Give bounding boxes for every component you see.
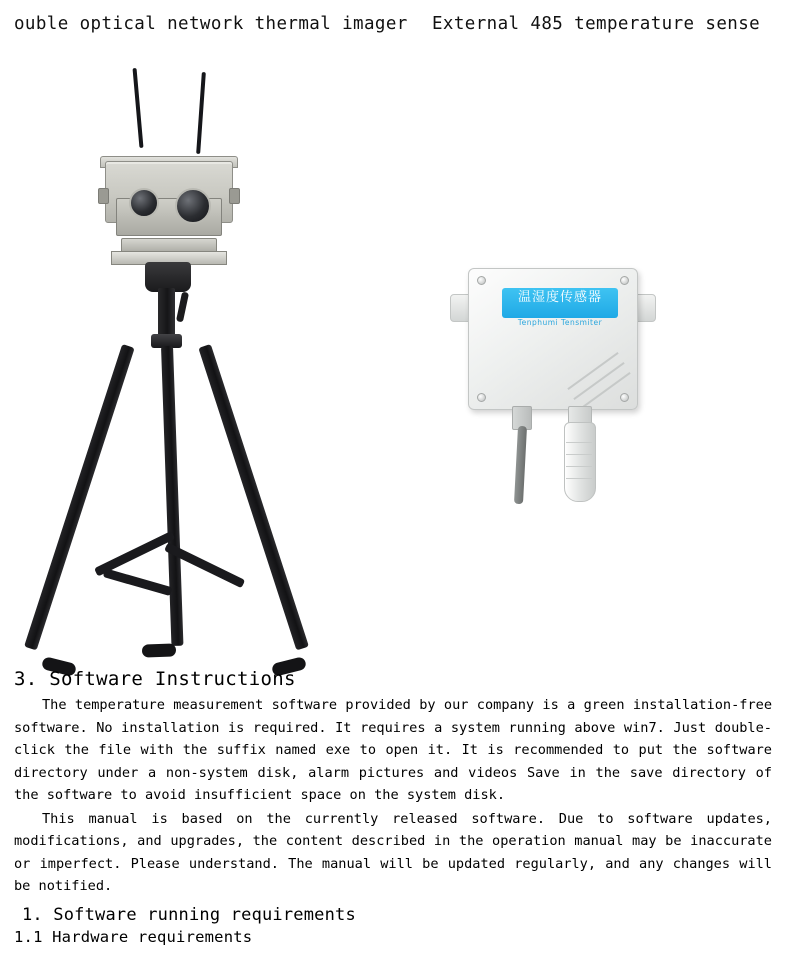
sensor-brand-sublabel: Tenphumi Tensmiter xyxy=(517,318,603,327)
sensor-screw xyxy=(620,393,629,402)
tripod-center-column xyxy=(158,288,175,340)
tripod-pan-handle xyxy=(176,292,189,323)
optical-lens-icon xyxy=(175,188,211,224)
paragraph-one: The temperature measurement software provided by our company is a green installation-free software. No installation is required. It requires a system running above win7. Just double-click the file with the suffix named exe to open it. It is recommended to put the software directory under a non-system disk, alarm pictures and videos Save in the save directory of the software to avoid insufficient space on the system disk. xyxy=(14,697,772,803)
document-body xyxy=(0,668,790,946)
sensor-probe xyxy=(564,422,596,502)
tripod-brace-left xyxy=(94,531,175,577)
tripod-leg-left xyxy=(24,344,135,650)
tripod-brace-center xyxy=(103,568,173,596)
left-figure-caption: ouble optical network thermal imager xyxy=(14,14,408,34)
thermal-imager-photo xyxy=(10,48,340,668)
figure-captions xyxy=(0,8,790,42)
tripod-leg-right xyxy=(198,344,309,650)
sensor-screw xyxy=(477,393,486,402)
sensor-brand-label: 温湿度传感器 xyxy=(502,288,618,318)
subsection-heading: 1. Software running requirements xyxy=(22,904,356,925)
sensor-screw xyxy=(620,276,629,285)
housing-latch-right xyxy=(229,188,240,204)
tripod-foot-center xyxy=(142,643,176,657)
sensor-screw xyxy=(477,276,486,285)
temperature-sensor-photo xyxy=(450,210,710,510)
antenna-left-icon xyxy=(133,68,144,148)
right-figure-caption: External 485 temperature sense xyxy=(432,14,761,34)
subsubsection-heading: 1.1 Hardware requirements xyxy=(14,927,253,946)
section-heading: 3. Software Instructions xyxy=(14,668,296,690)
antenna-right-icon xyxy=(196,72,206,154)
sensor-cable xyxy=(514,426,527,504)
figure-area xyxy=(0,40,790,665)
paragraph-two: This manual is based on the currently released software. Due to software updates, modifications, and upgrades, the content described in the operation manual may be inaccurate or imperfect. Please understand. The manual will be updated regularly, and any changes will be notified. xyxy=(14,810,772,894)
thermal-lens-icon xyxy=(129,188,159,218)
housing-latch-left xyxy=(98,188,109,204)
tripod-leg-center xyxy=(161,346,183,646)
